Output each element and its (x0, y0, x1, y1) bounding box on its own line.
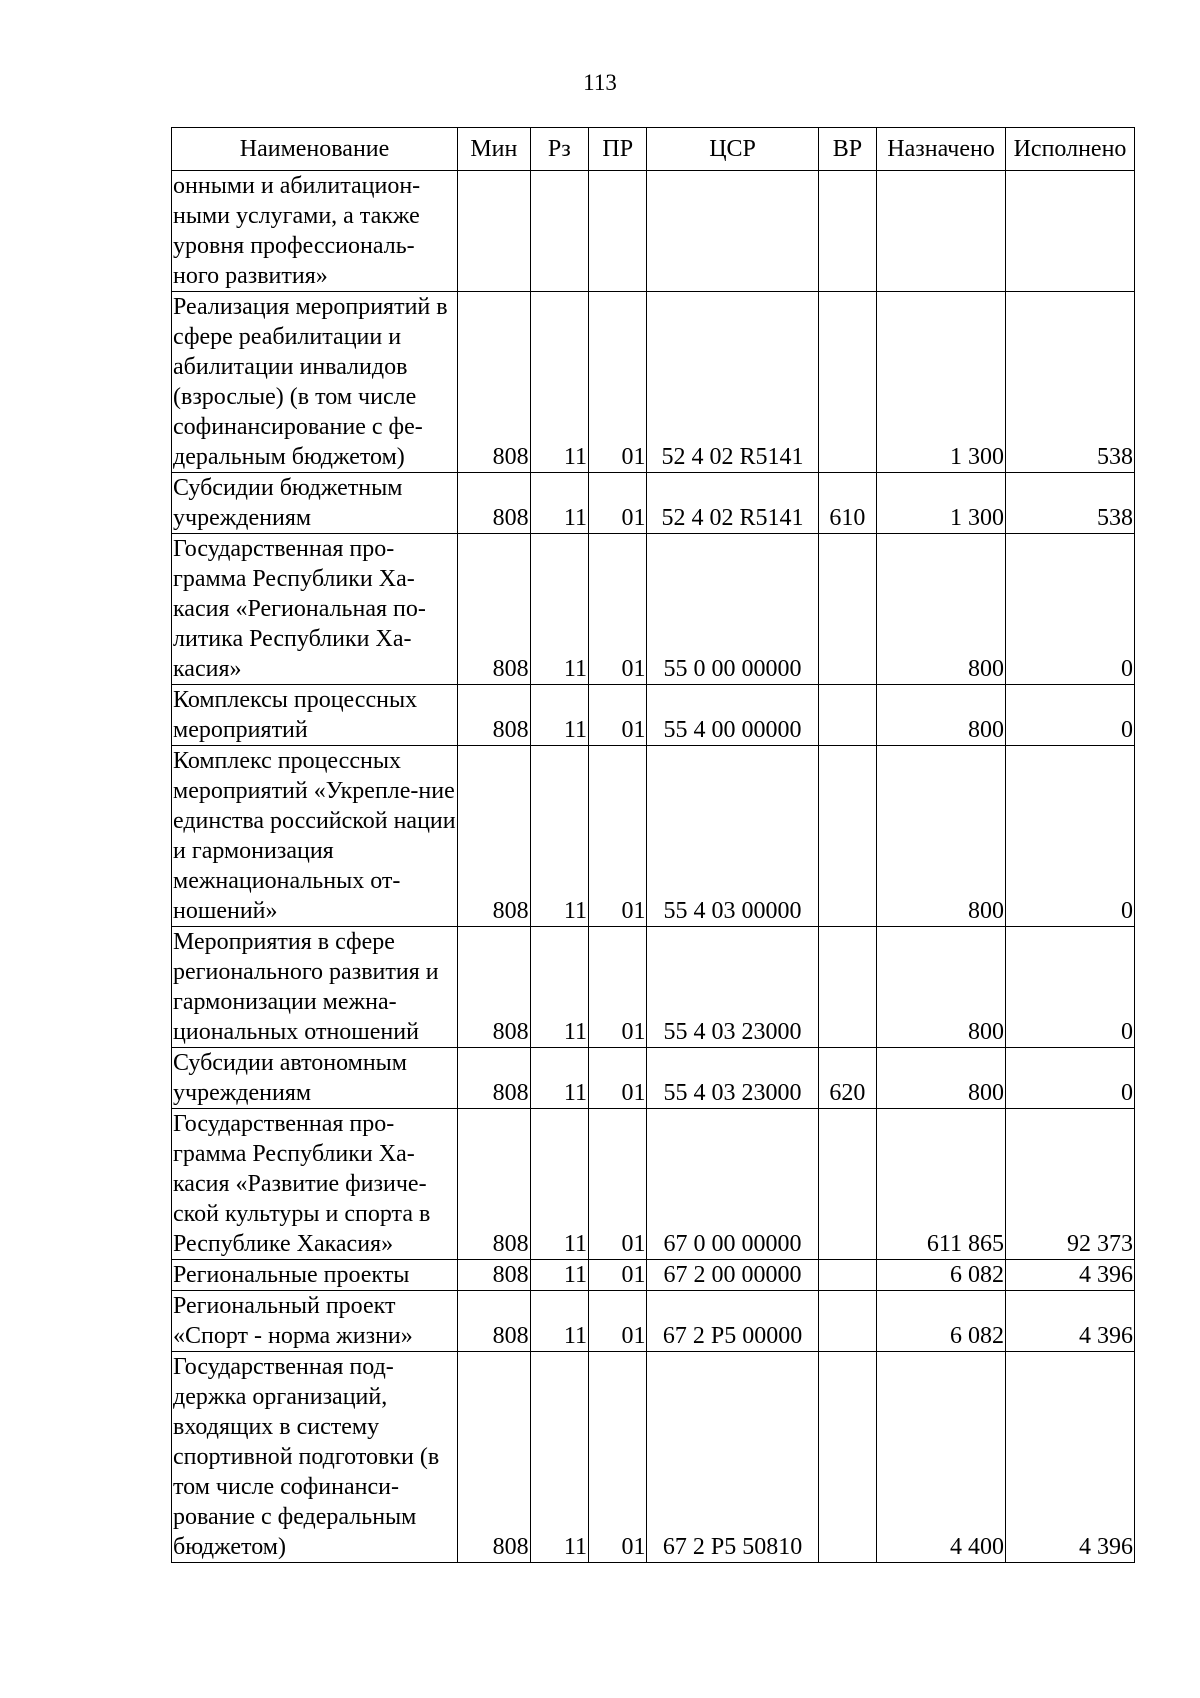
row-vr (818, 1352, 876, 1563)
row-min: 808 (458, 746, 531, 927)
row-rz: 11 (530, 927, 588, 1048)
row-assigned: 800 (877, 685, 1006, 746)
row-name: Мероприятия в сфере регионального развития и гармонизации межна-циональных отношений (172, 927, 458, 1048)
row-pr: 01 (589, 534, 647, 685)
row-min: 808 (458, 1260, 531, 1291)
row-vr (818, 685, 876, 746)
header-min: Мин (458, 128, 531, 171)
row-executed (1006, 171, 1135, 292)
row-assigned: 4 400 (877, 1352, 1006, 1563)
row-csr: 52 4 02 R5141 (647, 473, 818, 534)
row-name: Государственная про-грамма Республики Ха-касия «Региональная по-литика Республики Ха-касия» (172, 534, 458, 685)
budget-table (171, 127, 1135, 1563)
row-executed: 0 (1006, 685, 1135, 746)
row-name: Субсидии бюджетным учреждениям (172, 473, 458, 534)
row-vr (818, 927, 876, 1048)
row-name: онными и абилитацион-ными услугами, а также уровня профессиональ-ного развития» (172, 171, 458, 292)
row-csr: 55 4 00 00000 (647, 685, 818, 746)
row-pr: 01 (589, 1260, 647, 1291)
row-min: 808 (458, 1291, 531, 1352)
row-min: 808 (458, 534, 531, 685)
row-executed: 4 396 (1006, 1291, 1135, 1352)
row-assigned: 800 (877, 746, 1006, 927)
row-rz: 11 (530, 292, 588, 473)
table-row (172, 1352, 1135, 1563)
row-rz: 11 (530, 746, 588, 927)
row-min: 808 (458, 927, 531, 1048)
row-min: 808 (458, 1352, 531, 1563)
table-row (172, 534, 1135, 685)
row-csr (647, 171, 818, 292)
row-name: Государственная под-держка организаций, входящих в систему спортивной подготовки (в том числе софинанси-рование с федеральным бюджетом) (172, 1352, 458, 1563)
row-rz: 11 (530, 1048, 588, 1109)
row-pr (589, 171, 647, 292)
table-row (172, 1260, 1135, 1291)
row-csr: 55 4 03 23000 (647, 927, 818, 1048)
row-rz: 11 (530, 1352, 588, 1563)
row-csr: 55 4 03 23000 (647, 1048, 818, 1109)
table-row (172, 746, 1135, 927)
row-min: 808 (458, 292, 531, 473)
row-executed: 0 (1006, 746, 1135, 927)
row-csr: 67 2 P5 00000 (647, 1291, 818, 1352)
row-min: 808 (458, 685, 531, 746)
row-executed: 538 (1006, 292, 1135, 473)
row-rz (530, 171, 588, 292)
header-name: Наименование (172, 128, 458, 171)
row-rz: 11 (530, 685, 588, 746)
row-pr: 01 (589, 1048, 647, 1109)
row-vr (818, 292, 876, 473)
table-row (172, 685, 1135, 746)
row-min (458, 171, 531, 292)
page-number: 113 (583, 70, 617, 95)
row-vr (818, 1109, 876, 1260)
row-name: Комплекс процессных мероприятий «Укрепле-ние единства российской нации и гармонизация межнациональных от-ношений» (172, 746, 458, 927)
table-row (172, 292, 1135, 473)
row-vr (818, 1291, 876, 1352)
header-executed: Исполнено (1006, 128, 1135, 171)
row-vr (818, 1260, 876, 1291)
row-name: Субсидии автономным учреждениям (172, 1048, 458, 1109)
row-min: 808 (458, 1109, 531, 1260)
row-rz: 11 (530, 1260, 588, 1291)
header-csr: ЦСР (647, 128, 818, 171)
row-assigned: 1 300 (877, 473, 1006, 534)
row-min: 808 (458, 473, 531, 534)
row-pr: 01 (589, 746, 647, 927)
row-executed: 4 396 (1006, 1260, 1135, 1291)
row-name: Региональные проекты (172, 1260, 458, 1291)
row-vr (818, 171, 876, 292)
row-executed: 0 (1006, 534, 1135, 685)
row-vr (818, 534, 876, 685)
table-row (172, 1109, 1135, 1260)
row-rz: 11 (530, 473, 588, 534)
row-executed: 92 373 (1006, 1109, 1135, 1260)
row-csr: 55 0 00 00000 (647, 534, 818, 685)
row-csr: 67 0 00 00000 (647, 1109, 818, 1260)
row-vr (818, 746, 876, 927)
table-row (172, 171, 1135, 292)
row-rz: 11 (530, 1109, 588, 1260)
row-executed: 538 (1006, 473, 1135, 534)
row-vr: 610 (818, 473, 876, 534)
row-csr: 67 2 00 00000 (647, 1260, 818, 1291)
row-assigned: 800 (877, 927, 1006, 1048)
row-assigned: 611 865 (877, 1109, 1006, 1260)
row-name: Реализация мероприятий в сфере реабилитации и абилитации инвалидов (взрослые) (в том числе софинансирование с фе-деральным бюджетом) (172, 292, 458, 473)
row-pr: 01 (589, 1109, 647, 1260)
table-row (172, 1048, 1135, 1109)
row-pr: 01 (589, 1352, 647, 1563)
header-vr: ВР (818, 128, 876, 171)
row-vr: 620 (818, 1048, 876, 1109)
row-assigned: 800 (877, 1048, 1006, 1109)
row-pr: 01 (589, 473, 647, 534)
row-rz: 11 (530, 1291, 588, 1352)
table-row (172, 927, 1135, 1048)
row-pr: 01 (589, 1291, 647, 1352)
header-assigned: Назначено (877, 128, 1006, 171)
row-csr: 52 4 02 R5141 (647, 292, 818, 473)
row-executed: 0 (1006, 1048, 1135, 1109)
row-assigned: 6 082 (877, 1291, 1006, 1352)
row-assigned: 6 082 (877, 1260, 1006, 1291)
header-pr: ПР (589, 128, 647, 171)
row-csr: 55 4 03 00000 (647, 746, 818, 927)
table-header-row (172, 128, 1135, 171)
row-name: Государственная про-грамма Республики Ха-касия «Развитие физиче-ской культуры и спорта в Республике Хакасия» (172, 1109, 458, 1260)
table-row (172, 1291, 1135, 1352)
row-assigned (877, 171, 1006, 292)
row-assigned: 800 (877, 534, 1006, 685)
row-executed: 4 396 (1006, 1352, 1135, 1563)
row-assigned: 1 300 (877, 292, 1006, 473)
row-name: Региональный проект «Спорт - норма жизни» (172, 1291, 458, 1352)
row-csr: 67 2 P5 50810 (647, 1352, 818, 1563)
row-pr: 01 (589, 685, 647, 746)
row-min: 808 (458, 1048, 531, 1109)
row-pr: 01 (589, 927, 647, 1048)
table-row (172, 473, 1135, 534)
header-rz: Рз (530, 128, 588, 171)
row-executed: 0 (1006, 927, 1135, 1048)
row-pr: 01 (589, 292, 647, 473)
row-rz: 11 (530, 534, 588, 685)
row-name: Комплексы процессных мероприятий (172, 685, 458, 746)
